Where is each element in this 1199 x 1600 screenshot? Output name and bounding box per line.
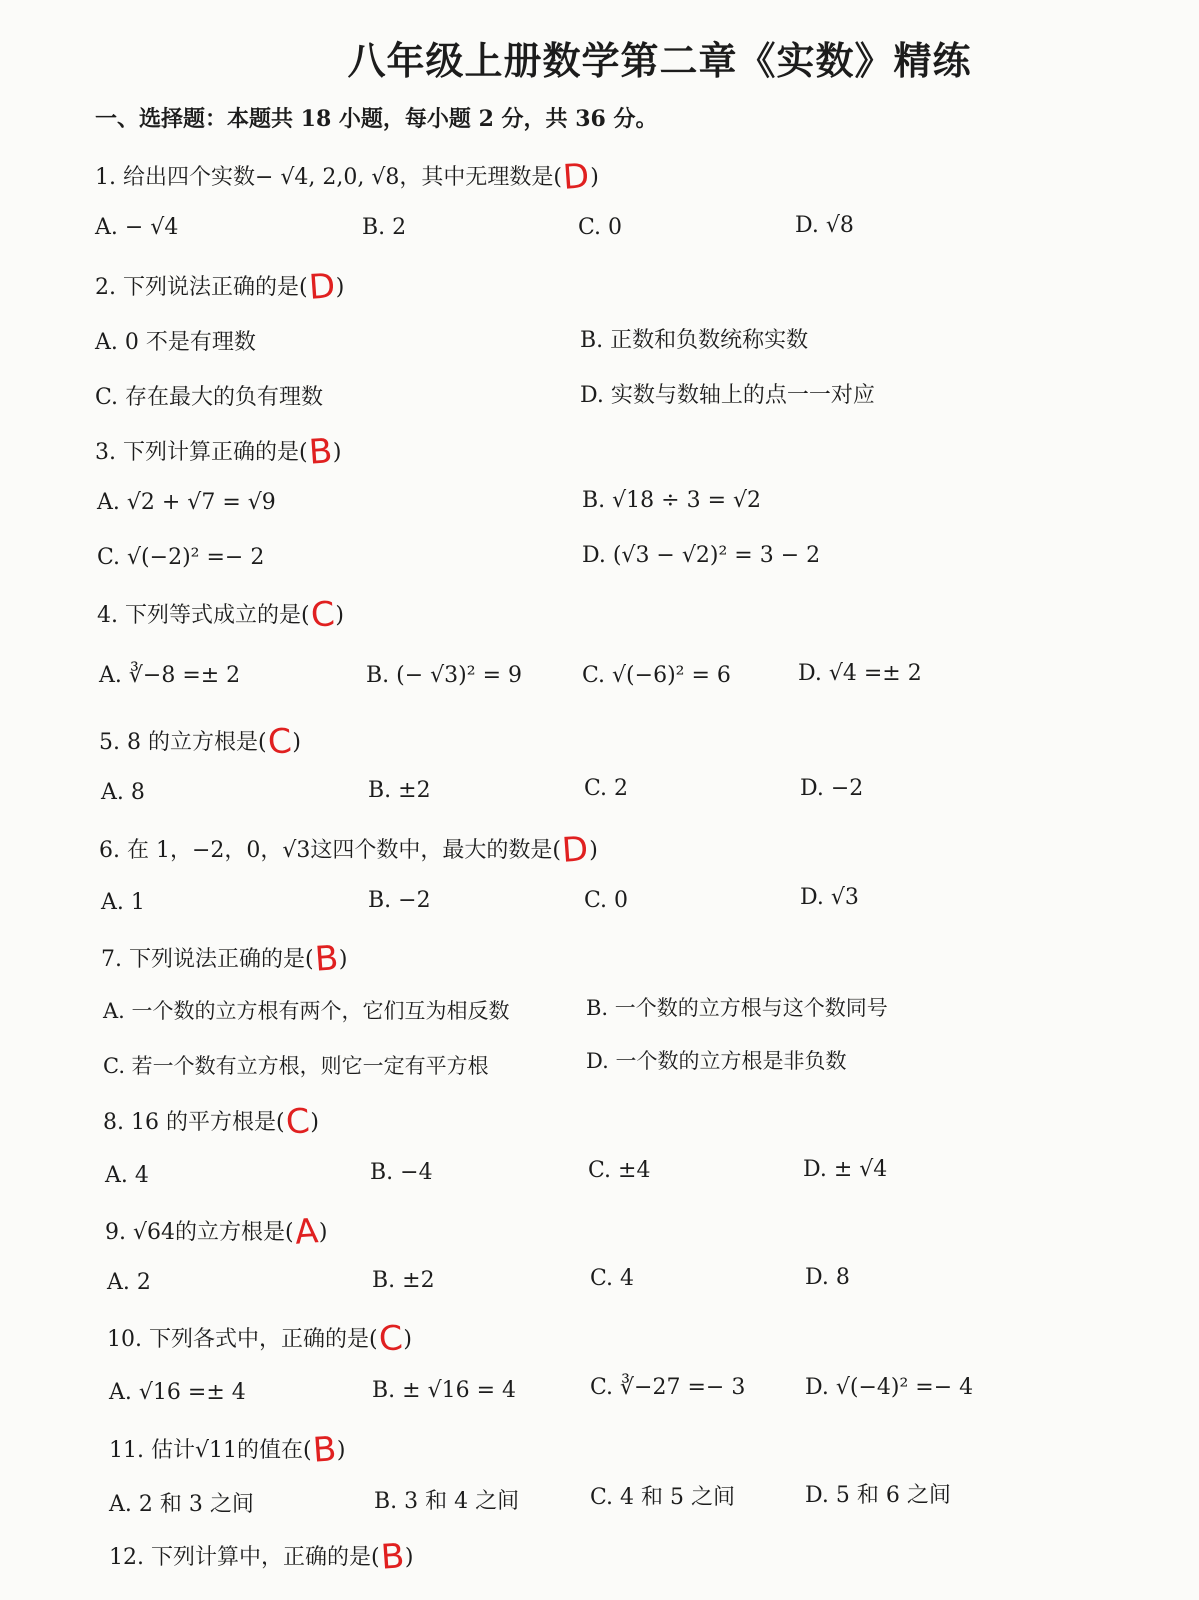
option-d: D. √3: [800, 885, 859, 910]
question-1: [95, 156, 599, 198]
question-stem: 7. 下列说法正确的是(: [101, 947, 314, 972]
question-stem-end: ): [336, 1438, 346, 1463]
option-a: A. 8: [101, 780, 145, 805]
option-d: D. −2: [800, 776, 864, 801]
option-d: D. √4 =± 2: [798, 661, 922, 686]
question-8: [103, 1101, 319, 1143]
handwritten-answer: C: [266, 721, 293, 763]
question-12: [109, 1536, 414, 1578]
question-2: [95, 266, 345, 308]
handwritten-answer: B: [307, 431, 334, 473]
option-b: B. 2: [362, 215, 407, 240]
question-stem-end: ): [590, 165, 599, 190]
option-a: A. ∛−8 =± 2: [99, 663, 241, 688]
option-c: C. √(−6)² = 6: [582, 663, 731, 688]
option-d: D. 实数与数轴上的点一一对应: [580, 383, 875, 408]
question-stem: 8. 16 的平方根是(: [103, 1110, 285, 1135]
question-5: [99, 721, 301, 763]
option-a: A. 一个数的立方根有两个，它们互为相反数: [103, 999, 510, 1023]
question-stem: 1. 给出四个实数− √4, 2,0, √8，其中无理数是(: [95, 165, 562, 190]
option-b: B. ±2: [368, 778, 431, 803]
option-a: A. 2 和 3 之间: [109, 1492, 254, 1517]
handwritten-answer: D: [307, 266, 337, 308]
question-stem: 9. √64的立方根是(: [105, 1220, 294, 1245]
handwritten-answer: A: [293, 1211, 320, 1253]
option-b: B. 一个数的立方根与这个数同号: [586, 996, 888, 1020]
question-9: [105, 1211, 328, 1253]
option-d: D. 8: [805, 1265, 850, 1290]
handwritten-answer: D: [560, 829, 590, 871]
question-stem: 6. 在 1，−2，0，√3这四个数中，最大的数是(: [99, 838, 562, 863]
option-a: A. √16 =± 4: [109, 1380, 246, 1405]
option-c: C. √(−2)² =− 2: [97, 545, 265, 570]
option-d: D. ± √4: [803, 1157, 888, 1182]
handwritten-answer: B: [313, 938, 340, 980]
handwritten-answer: B: [379, 1536, 406, 1578]
option-a: A. 0 不是有理数: [95, 330, 256, 355]
question-3: [95, 431, 342, 473]
section-heading: 一、选择题：本题共 18 小题，每小题 2 分，共 36 分。: [95, 106, 658, 132]
question-stem: 12. 下列计算中，正确的是(: [109, 1545, 380, 1570]
question-stem: 11. 估计√11的值在(: [109, 1438, 312, 1463]
question-stem: 5. 8 的立方根是(: [99, 730, 267, 755]
option-c: C. 0: [578, 215, 623, 240]
question-7: [101, 938, 348, 980]
question-stem-end: ): [335, 603, 344, 628]
option-d: D. 一个数的立方根是非负数: [586, 1049, 847, 1073]
question-stem-end: ): [318, 1220, 328, 1245]
handwritten-answer: D: [561, 156, 591, 198]
option-a: A. − √4: [95, 215, 179, 240]
question-stem: 4. 下列等式成立的是(: [97, 603, 310, 628]
option-c: C. ±4: [588, 1158, 651, 1183]
option-b: B. √18 ÷ 3 = √2: [582, 488, 762, 513]
question-4: [97, 594, 344, 636]
question-stem-end: ): [332, 440, 342, 465]
option-d: D. 5 和 6 之间: [805, 1483, 951, 1508]
question-stem: 3. 下列计算正确的是(: [95, 440, 308, 465]
option-c: C. 4 和 5 之间: [590, 1485, 736, 1510]
option-b: B. ±2: [372, 1268, 435, 1293]
option-b: B. 3 和 4 之间: [374, 1489, 520, 1514]
page-title: 八年级上册数学第二章《实数》精练: [347, 38, 972, 83]
option-a: A. √2 + √7 = √9: [97, 490, 276, 515]
option-a: A. 4: [105, 1163, 149, 1188]
handwritten-answer: C: [284, 1101, 311, 1143]
question-6: [99, 829, 598, 871]
question-stem-end: ): [310, 1110, 319, 1135]
option-c: C. 存在最大的负有理数: [95, 385, 324, 410]
question-stem: 2. 下列说法正确的是(: [95, 275, 308, 300]
option-b: B. −4: [370, 1160, 433, 1185]
option-d: D. √(−4)² =− 4: [805, 1375, 974, 1400]
option-c: C. 若一个数有立方根，则它一定有平方根: [103, 1054, 489, 1078]
handwritten-answer: B: [311, 1429, 338, 1471]
option-c: C. 0: [584, 888, 629, 913]
option-d: D. √8: [795, 213, 854, 238]
question-11: [109, 1429, 346, 1471]
question-stem-end: ): [338, 947, 348, 972]
option-c: C. ∛−27 =− 3: [590, 1375, 746, 1400]
option-b: B. (− √3)² = 9: [366, 663, 522, 688]
question-stem-end: ): [335, 275, 345, 300]
question-stem-end: ): [403, 1327, 412, 1352]
option-b: B. ± √16 = 4: [372, 1378, 517, 1403]
option-b: B. −2: [368, 888, 431, 913]
option-d: D. (√3 − √2)² = 3 − 2: [582, 543, 821, 568]
handwritten-answer: C: [309, 594, 336, 636]
option-a: A. 2: [107, 1270, 151, 1295]
option-c: C. 2: [584, 776, 629, 801]
handwritten-answer: C: [377, 1318, 404, 1360]
option-a: A. 1: [101, 890, 145, 915]
question-stem-end: ): [589, 838, 598, 863]
question-10: [107, 1318, 412, 1360]
question-stem-end: ): [292, 730, 301, 755]
question-stem-end: ): [404, 1545, 414, 1570]
question-stem: 10. 下列各式中，正确的是(: [107, 1327, 378, 1352]
option-c: C. 4: [590, 1266, 635, 1291]
option-b: B. 正数和负数统称实数: [580, 328, 809, 353]
